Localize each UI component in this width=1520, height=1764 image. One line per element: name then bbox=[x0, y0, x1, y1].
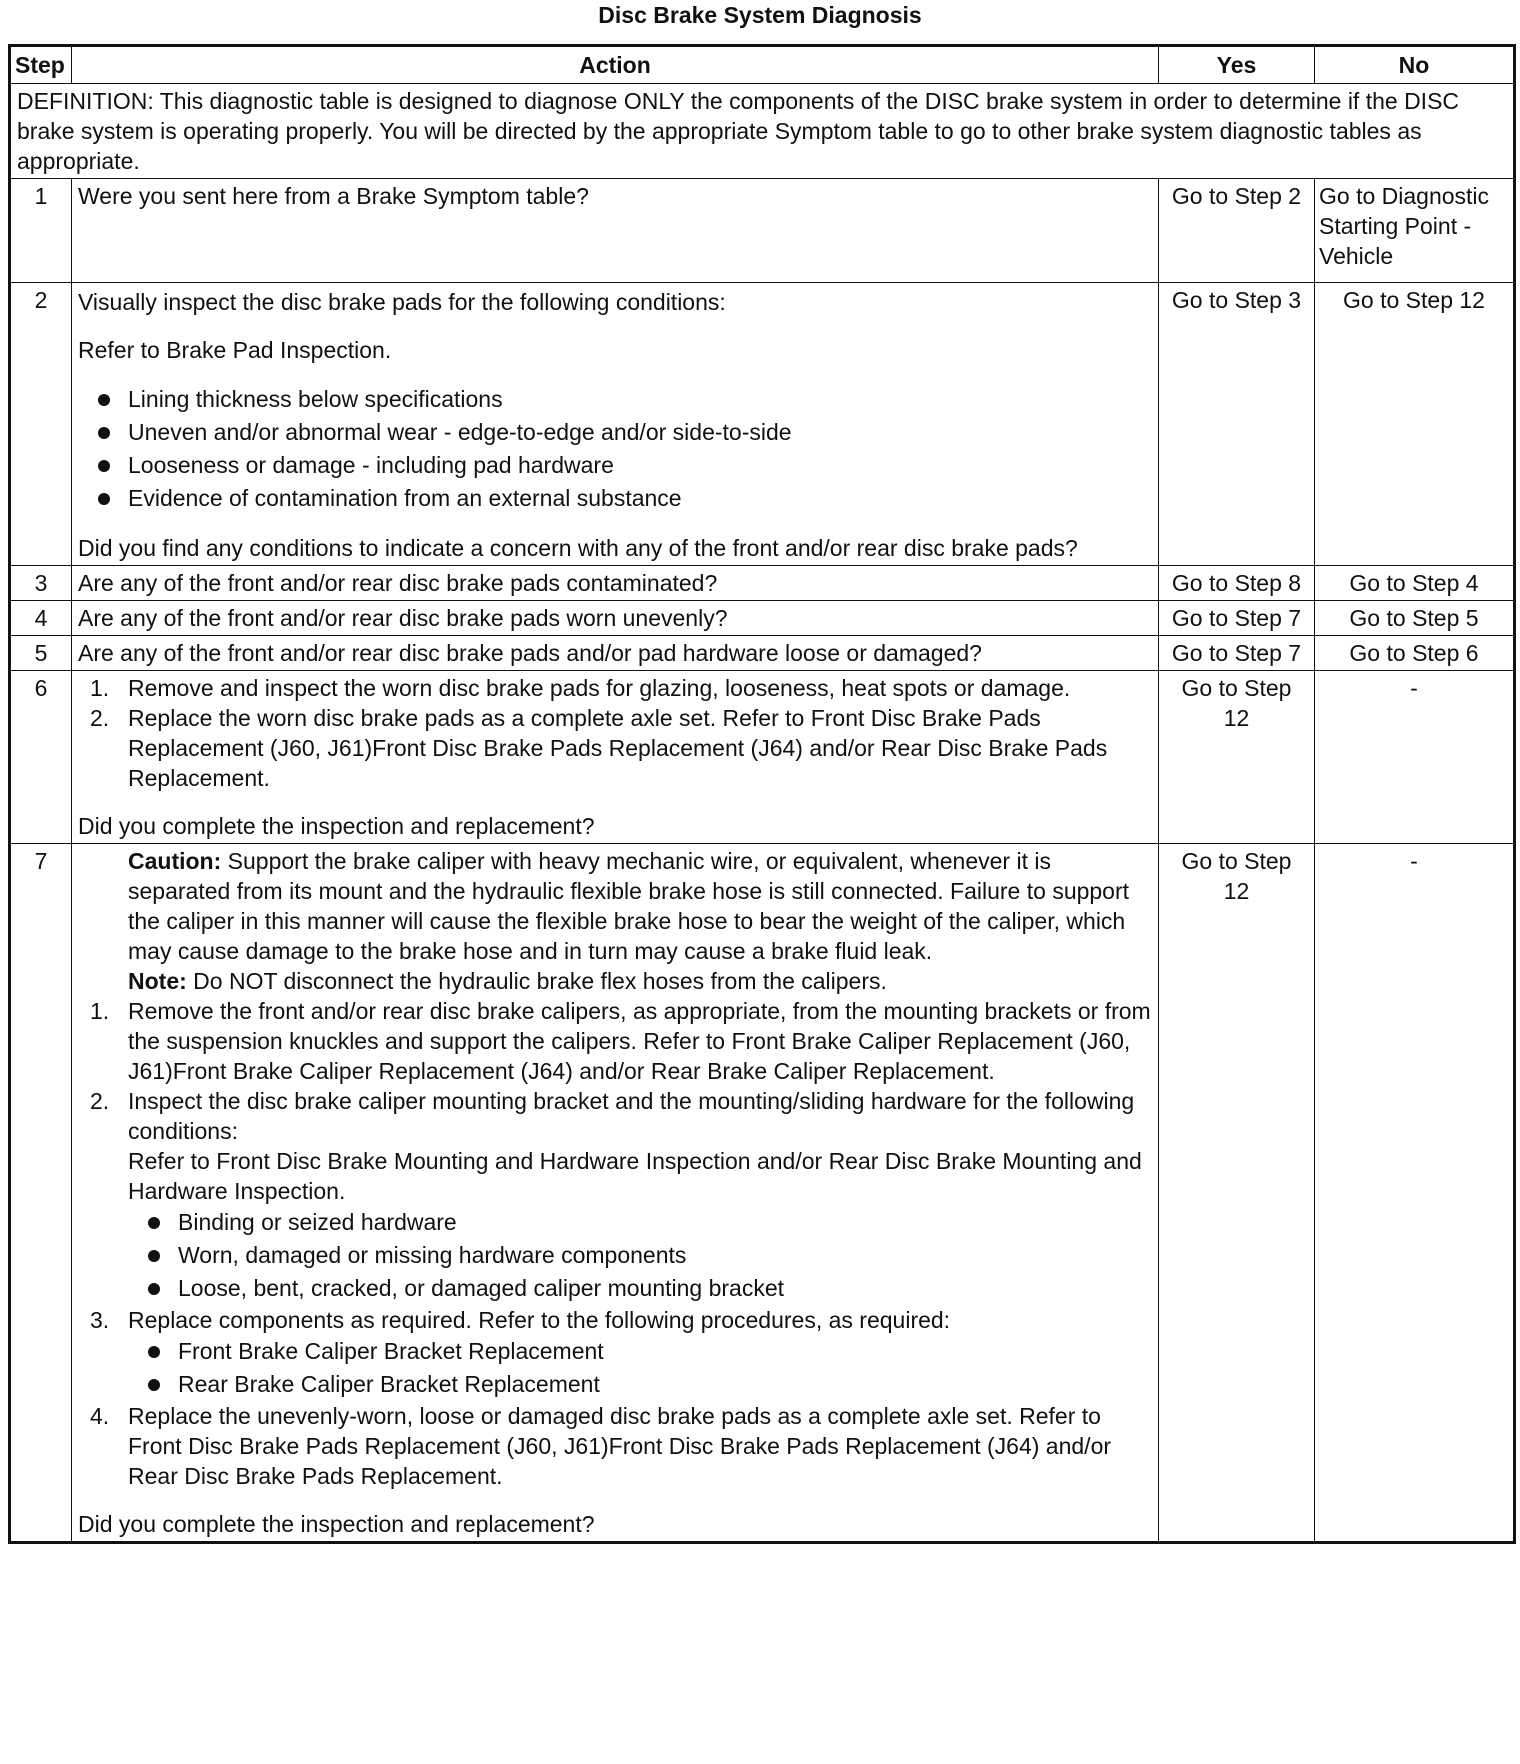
step-row-7 bbox=[10, 844, 1515, 1543]
step-action bbox=[72, 283, 1159, 566]
step-number: 3 bbox=[10, 566, 72, 601]
list-item bbox=[78, 1086, 1152, 1206]
item-refer: Refer to Front Disc Brake Mounting and Hardware Inspection and/or Rear Disc Brake Mounting and Hardware Inspection. bbox=[128, 1148, 1142, 1204]
caution-text: Support the brake caliper with heavy mechanic wire, or equivalent, whenever it is separated from its mount and the hydraulic flexible brake hose is still connected. Failure to support the caliper in this manner will cause the flexible brake hose to bear the weight of the caliper, which may cause damage to the brake hose and in turn may cause a brake fluid leak. bbox=[128, 848, 1130, 964]
step-question: Did you complete the inspection and replacement? bbox=[78, 1511, 595, 1537]
step-intro: Visually inspect the disc brake pads for the following conditions: bbox=[78, 289, 726, 315]
no-result: Go to Step 4 bbox=[1315, 566, 1515, 601]
item-number: 2. bbox=[90, 705, 110, 731]
list-item: Front Brake Caliper Bracket Replacement bbox=[78, 1335, 1152, 1368]
step-number: 5 bbox=[10, 636, 72, 671]
step-number: 6 bbox=[10, 671, 72, 844]
definition-text: DEFINITION: This diagnostic table is designed to diagnose ONLY the components of the DISC brake system in order to determine if the DISC brake system is operating properly. You will be directed by the appropriate Symptom table to go to other brake system diagnostic tables as appropriate. bbox=[10, 84, 1515, 179]
step-number: 1 bbox=[10, 179, 72, 283]
step-question: Are any of the front and/or rear disc brake pads and/or pad hardware loose or damaged? bbox=[72, 636, 1159, 671]
list-item: Looseness or damage - including pad hardware bbox=[78, 449, 1152, 482]
procedure-list bbox=[78, 1305, 1152, 1335]
list-item: Evidence of contamination from an external substance bbox=[78, 482, 1152, 515]
list-item bbox=[78, 1305, 1152, 1335]
item-text: Inspect the disc brake caliper mounting bracket and the mounting/sliding hardware for the following conditions: bbox=[128, 1088, 1135, 1144]
header-yes: Yes bbox=[1159, 46, 1315, 84]
yes-result: Go to Step 2 bbox=[1159, 179, 1315, 283]
item-number: 1. bbox=[90, 998, 110, 1024]
step-row-1 bbox=[10, 179, 1515, 283]
no-result: - bbox=[1315, 671, 1515, 844]
caution-label: Caution: bbox=[128, 848, 222, 874]
list-item: Binding or seized hardware bbox=[78, 1206, 1152, 1239]
item-text: Replace components as required. Refer to the following procedures, as required: bbox=[128, 1307, 951, 1333]
list-item bbox=[78, 996, 1152, 1086]
yes-result: Go to Step 7 bbox=[1159, 636, 1315, 671]
yes-result: Go to Step 12 bbox=[1159, 844, 1315, 1543]
step-row-2 bbox=[10, 283, 1515, 566]
item-number: 3. bbox=[90, 1307, 110, 1333]
step-question: Did you complete the inspection and replacement? bbox=[78, 813, 595, 839]
no-result: - bbox=[1315, 844, 1515, 1543]
step-number: 4 bbox=[10, 601, 72, 636]
step-refer: Refer to Brake Pad Inspection. bbox=[78, 337, 392, 363]
no-result: Go to Step 6 bbox=[1315, 636, 1515, 671]
procedure-list bbox=[78, 1401, 1152, 1491]
header-action: Action bbox=[72, 46, 1159, 84]
list-item: Uneven and/or abnormal wear - edge-to-edge and/or side-to-side bbox=[78, 416, 1152, 449]
yes-result: Go to Step 8 bbox=[1159, 566, 1315, 601]
step-question: Are any of the front and/or rear disc brake pads worn unevenly? bbox=[72, 601, 1159, 636]
no-result: Go to Step 12 bbox=[1315, 283, 1515, 566]
item-text: Replace the unevenly-worn, loose or damaged disc brake pads as a complete axle set. Refer to Front Disc Brake Pads Replacement (J60, J61)Front Disc Brake Pads Replacement (J64) and/or Rear Disc Brake Pads Replacement. bbox=[128, 1403, 1112, 1489]
yes-result: Go to Step 3 bbox=[1159, 283, 1315, 566]
note-block bbox=[78, 966, 1152, 996]
procedure-list bbox=[78, 996, 1152, 1206]
yes-result: Go to Step 7 bbox=[1159, 601, 1315, 636]
list-item: Loose, bent, cracked, or damaged caliper mounting bracket bbox=[78, 1272, 1152, 1305]
caution-block bbox=[78, 846, 1152, 966]
step-row-6 bbox=[10, 671, 1515, 844]
list-item bbox=[78, 1401, 1152, 1491]
step-row-3 bbox=[10, 566, 1515, 601]
step-question: Were you sent here from a Brake Symptom table? bbox=[78, 183, 589, 209]
page-title: Disc Brake System Diagnosis bbox=[598, 2, 922, 28]
diagnostic-table bbox=[8, 44, 1516, 1544]
header-no: No bbox=[1315, 46, 1515, 84]
condition-list bbox=[78, 383, 1152, 515]
no-result: Go to Diagnostic Starting Point - Vehicle bbox=[1315, 179, 1515, 283]
step-number: 7 bbox=[10, 844, 72, 1543]
step-question: Did you find any conditions to indicate a concern with any of the front and/or rear disc brake pads? bbox=[78, 535, 1078, 561]
step-action bbox=[72, 844, 1159, 1543]
definition-row bbox=[10, 84, 1515, 179]
header-row bbox=[10, 46, 1515, 84]
item-number: 2. bbox=[90, 1088, 110, 1114]
header-step: Step bbox=[10, 46, 72, 84]
list-item: Lining thickness below specifications bbox=[78, 383, 1152, 416]
step-question: Are any of the front and/or rear disc brake pads contaminated? bbox=[72, 566, 1159, 601]
step-action bbox=[72, 671, 1159, 844]
item-number: 1. bbox=[90, 675, 110, 701]
list-item: Worn, damaged or missing hardware components bbox=[78, 1239, 1152, 1272]
note-text: Do NOT disconnect the hydraulic brake flex hoses from the calipers. bbox=[186, 968, 887, 994]
list-item: Rear Brake Caliper Bracket Replacement bbox=[78, 1368, 1152, 1401]
yes-result: Go to Step 12 bbox=[1159, 671, 1315, 844]
list-item bbox=[78, 703, 1152, 793]
no-result: Go to Step 5 bbox=[1315, 601, 1515, 636]
list-item bbox=[78, 673, 1152, 703]
procedure-reference-list bbox=[78, 1335, 1152, 1401]
step-number: 2 bbox=[10, 283, 72, 566]
condition-list bbox=[78, 1206, 1152, 1305]
item-number: 4. bbox=[90, 1403, 110, 1429]
item-text: Remove the front and/or rear disc brake calipers, as appropriate, from the mounting brackets or from the suspension knuckles and support the calipers. Refer to Front Brake Caliper Replacement (J60, J61)Front Brake Caliper Replacement (J64) and/or Rear Brake Caliper Replacement. bbox=[128, 998, 1151, 1084]
step-row-4 bbox=[10, 601, 1515, 636]
note-label: Note: bbox=[128, 968, 187, 994]
step-action bbox=[72, 179, 1159, 283]
procedure-list bbox=[78, 673, 1152, 793]
item-text: Replace the worn disc brake pads as a complete axle set. Refer to Front Disc Brake Pads Replacement (J60, J61)Front Disc Brake Pads Replacement (J64) and/or Rear Disc Brake Pads Replacement. bbox=[128, 705, 1108, 791]
item-text: Remove and inspect the worn disc brake pads for glazing, looseness, heat spots or damage. bbox=[128, 675, 1071, 701]
step-row-5 bbox=[10, 636, 1515, 671]
